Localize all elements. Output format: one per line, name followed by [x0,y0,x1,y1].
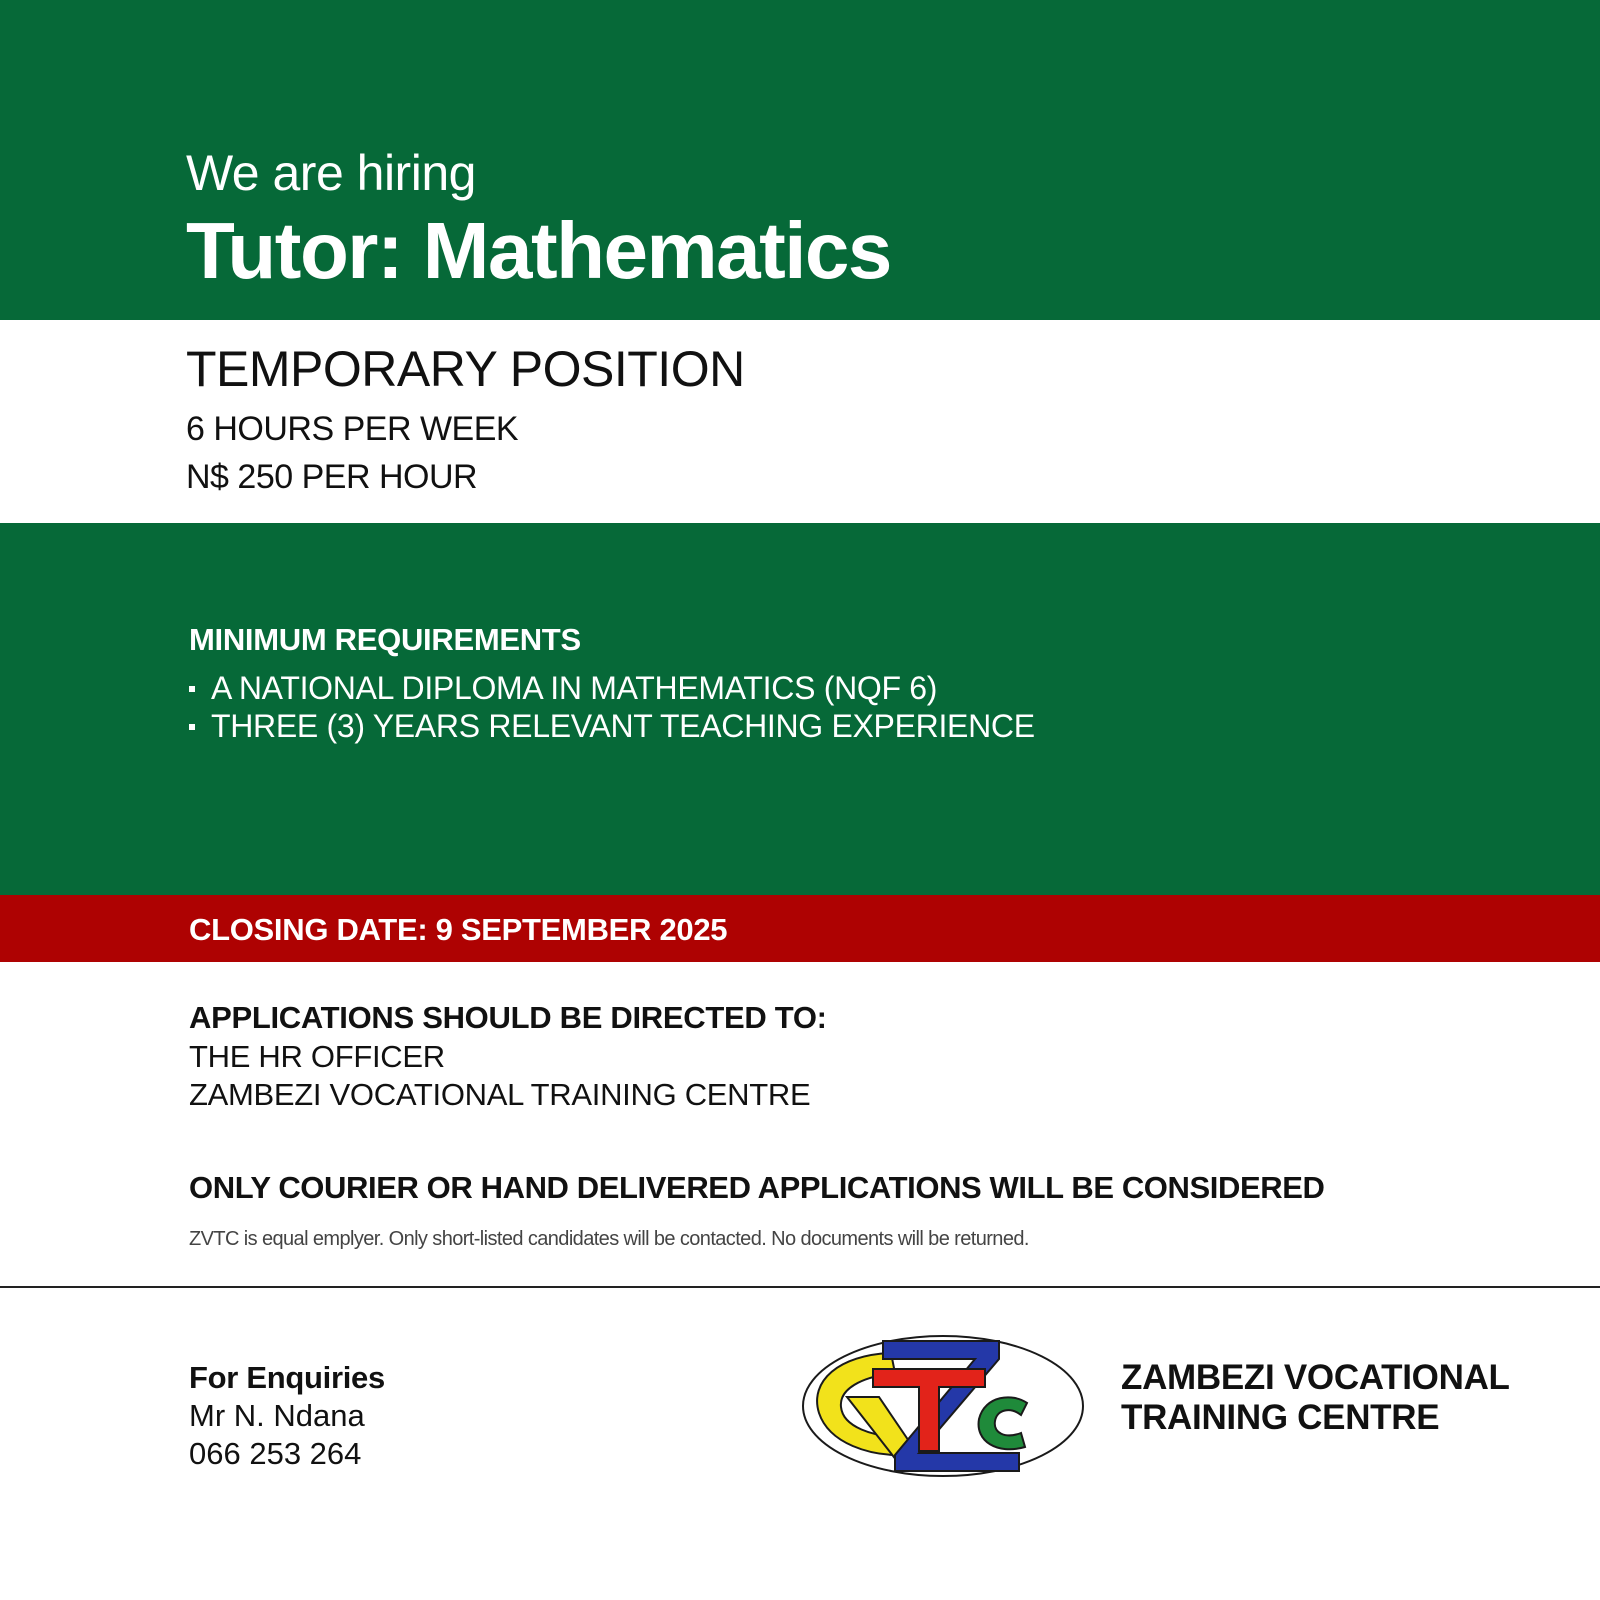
enquiries-phone: 066 253 264 [189,1436,362,1471]
enquiries-contact-name: Mr N. Ndana [189,1398,365,1433]
organization-name-line-2: TRAINING CENTRE [1121,1398,1440,1437]
hiring-line: We are hiring [186,145,476,201]
closing-date: CLOSING DATE: 9 SEPTEMBER 2025 [189,912,728,947]
zvtc-logo-icon [799,1333,1087,1479]
application-recipient: THE HR OFFICER [189,1039,445,1074]
enquiries-heading: For Enquiries [189,1360,385,1395]
delivery-note: ONLY COURIER OR HAND DELIVERED APPLICATIONS WILL BE CONSIDERED [189,1170,1325,1205]
application-heading: APPLICATIONS SHOULD BE DIRECTED TO: [189,1000,827,1035]
disclaimer: ZVTC is equal emplyer. Only short-listed candidates will be contacted. No documents will be returned. [189,1228,1029,1250]
requirements-heading: MINIMUM REQUIREMENTS [189,622,581,657]
position-type: TEMPORARY POSITION [186,341,745,397]
footer-divider [0,1286,1600,1288]
requirement-item [189,670,937,707]
job-title: Tutor: Mathematics [186,206,891,295]
requirement-text: A NATIONAL DIPLOMA IN MATHEMATICS (NQF 6) [211,670,938,706]
position-rate: N$ 250 PER HOUR [186,458,478,496]
requirement-text: THREE (3) YEARS RELEVANT TEACHING EXPERIENCE [211,708,1035,744]
position-hours: 6 HOURS PER WEEK [186,410,519,448]
requirement-item [189,708,1035,745]
bullet-icon [189,724,195,730]
bullet-icon [189,686,195,692]
application-organization: ZAMBEZI VOCATIONAL TRAINING CENTRE [189,1077,811,1112]
organization-name-line-1: ZAMBEZI VOCATIONAL [1121,1358,1510,1397]
